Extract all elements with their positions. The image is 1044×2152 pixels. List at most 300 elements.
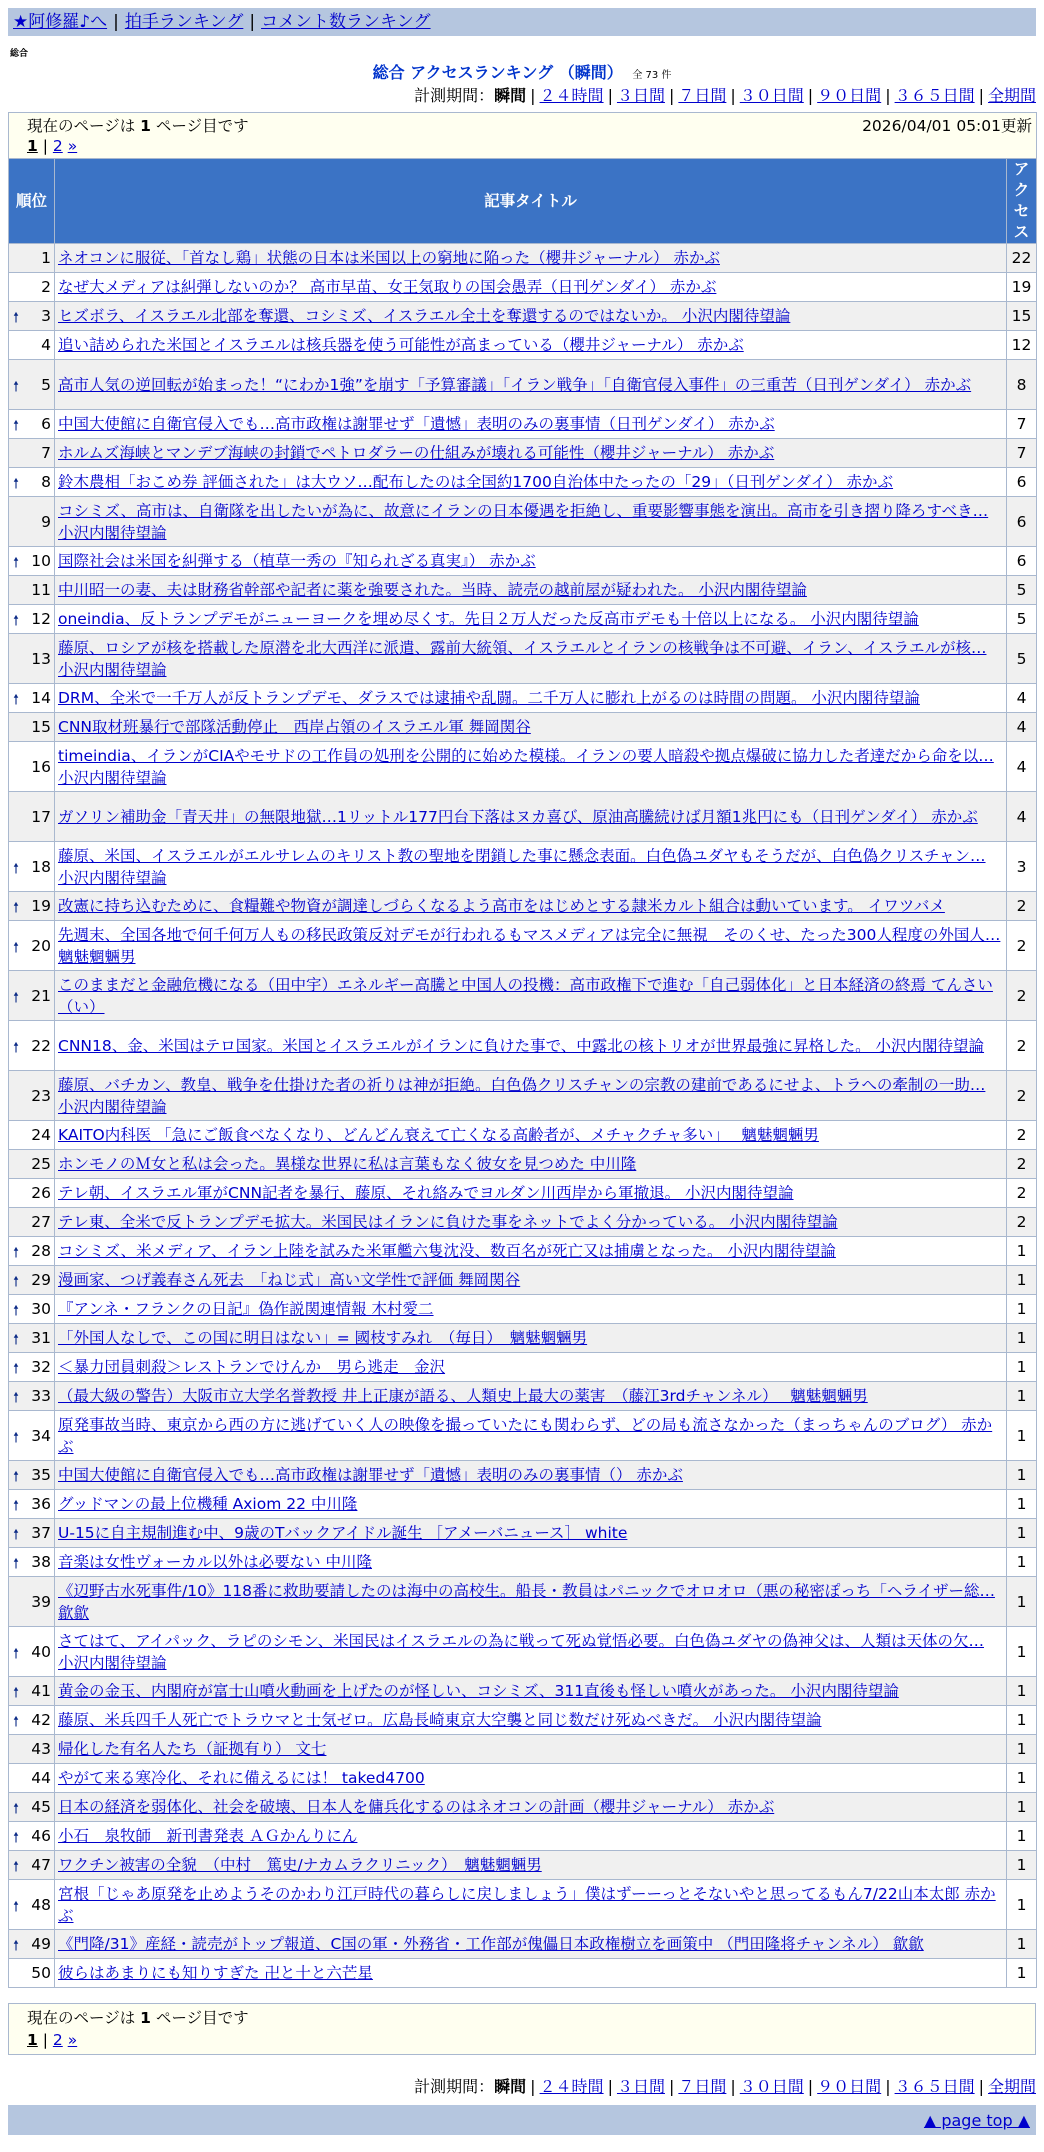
page-info-row [9, 113, 1037, 159]
rank-number: 21 [31, 986, 51, 1005]
page-title: 総合 アクセスランキング （瞬間） [372, 63, 623, 82]
article-link[interactable]: 日本の経済を弱体化、社会を破壊、日本人を傭兵化するのはネオコンの計画（櫻井ジャーナル） 赤かぶ [58, 1798, 775, 1816]
rank-up-arrow-icon: 🠕 [13, 692, 20, 708]
page-top-link[interactable]: ▲ page top ▲ [923, 2111, 1030, 2130]
rank-number: 43 [31, 1740, 51, 1758]
period-link-4-bottom[interactable]: ９０日間 [817, 2077, 882, 2096]
rank-up-arrow-icon: 🠕 [13, 613, 20, 629]
page-info [9, 113, 1037, 159]
access-count: 19 [1007, 273, 1037, 302]
article-link[interactable]: 中川昭一の妻、夫は財務省幹部や記者に薬を強要された。当時、読売の越前屋が疑われた。 小沢内閣待望論 [58, 581, 807, 599]
article-link[interactable]: （最大級の警告）大阪市立大学名誉教授 井上正康が語る、人類史上最大の薬害 （藤江3rdチャンネル） 魑魅魍魎男 [58, 1387, 868, 1405]
article-link[interactable]: ホンモノのＭ女と私は会った。異様な世界に私は言葉もなく彼女を見つめた 中川隆 [58, 1155, 637, 1173]
rank-number: 22 [31, 1036, 51, 1055]
table-row [9, 1490, 1037, 1519]
rank-number: 25 [31, 1155, 51, 1173]
article-link[interactable]: ホルムズ海峡とマンデブ海峡の封鎖でペトロダラーの仕組みが壊れる可能性（櫻井ジャーナル） 赤かぶ [58, 444, 775, 462]
article-link[interactable]: やがて来る寒冷化、それに備えるには！ taked4700 [58, 1769, 425, 1787]
table-row [9, 1071, 1037, 1121]
period-link-1-top[interactable]: ３日間 [616, 86, 665, 105]
period-separator: | [607, 86, 613, 105]
period-current: 瞬間 [494, 86, 527, 105]
title-cell [55, 1880, 1007, 1930]
rank-number: 14 [31, 689, 51, 707]
table-row [9, 1627, 1037, 1677]
article-link[interactable]: ヒズボラ、イスラエル北部を奪還、コシミズ、イスラエル全土を奪還するのではないか。 小沢内閣待望論 [58, 307, 791, 325]
access-count: 2 [1007, 1208, 1037, 1237]
access-count: 1 [1007, 1706, 1037, 1735]
period-link-0-bottom[interactable]: ２４時間 [539, 2077, 604, 2096]
title-cell [55, 1324, 1007, 1353]
access-count: 6 [1007, 497, 1037, 547]
rank-up-arrow-icon: 🠕 [13, 1274, 20, 1290]
rank-up-arrow-icon: 🠕 [13, 1898, 20, 1915]
rank-cell [9, 1461, 55, 1490]
table-row [9, 497, 1037, 547]
rank-cell [9, 1382, 55, 1411]
rank-number: 42 [31, 1711, 51, 1729]
table-row [9, 742, 1037, 792]
table-row [9, 1237, 1037, 1266]
rank-up-arrow-icon: 🠕 [13, 1714, 20, 1730]
rank-up-arrow-icon: 🠕 [13, 989, 20, 1006]
access-count: 2 [1007, 1021, 1037, 1071]
period-separator: | [978, 86, 984, 105]
rank-number: 7 [41, 444, 51, 462]
rank-cell [9, 605, 55, 634]
article-link[interactable]: テレ朝、イスラエル軍がCNN記者を暴行、藤原、それ絡みでヨルダン川西岸から軍撤退。 小沢内閣待望論 [58, 1184, 794, 1202]
access-count: 2 [1007, 1179, 1037, 1208]
access-count: 5 [1007, 605, 1037, 634]
table-row [9, 1461, 1037, 1490]
pager-page-2[interactable]: 2 [52, 137, 63, 155]
access-count: 1 [1007, 1930, 1037, 1959]
access-count: 1 [1007, 1577, 1037, 1627]
nav-separator: | [249, 12, 256, 32]
period-separator: | [530, 2077, 536, 2096]
rank-cell [9, 1822, 55, 1851]
access-count: 1 [1007, 1382, 1037, 1411]
access-count: 1 [1007, 1266, 1037, 1295]
title-cell [55, 1179, 1007, 1208]
page-info-prefix: 現在のページは [27, 117, 136, 135]
article-link[interactable]: コシミズ、高市は、自衛隊を出したいが為に、故意にイランの日本優遇を拒絶し、重要影響事態を演出。高市を引き摺り降ろすべき… 小沢内閣待望論 [58, 501, 989, 542]
access-count: 1 [1007, 1237, 1037, 1266]
access-count: 1 [1007, 1735, 1037, 1764]
title-cell [55, 742, 1007, 792]
rank-cell [9, 302, 55, 331]
rank-cell [9, 1295, 55, 1324]
title-cell [55, 1627, 1007, 1677]
pager-current-page[interactable]: 1 [27, 2031, 38, 2049]
title-cell [55, 1490, 1007, 1519]
rank-number: 29 [31, 1271, 51, 1289]
article-link[interactable]: 原発事故当時、東京から西の方に逃げていく人の映像を撮っていたにも関わらず、どの局も流さなかった（まっちゃんのブログ） 赤かぶ [58, 1415, 993, 1456]
rank-cell [9, 1764, 55, 1793]
article-link[interactable]: 音楽は女性ヴォーカル以外は必要ない 中川隆 [58, 1553, 372, 1571]
rank-number: 31 [31, 1329, 51, 1347]
table-row [9, 684, 1037, 713]
table-row [9, 331, 1037, 360]
table-row [9, 792, 1037, 842]
period-separator: | [730, 86, 736, 105]
table-row [9, 634, 1037, 684]
rank-number: 26 [31, 1184, 51, 1202]
title-cell [55, 360, 1007, 410]
rank-number: 49 [31, 1935, 51, 1953]
table-row [9, 1324, 1037, 1353]
period-separator: | [530, 86, 536, 105]
access-count: 6 [1007, 468, 1037, 497]
table-row [9, 1851, 1037, 1880]
rank-up-arrow-icon: 🠕 [13, 1245, 20, 1261]
article-link[interactable]: 中国大使館に自衛官侵入でも…高市政権は謝罪せず「遺憾」表明のみの裏事情（日刊ゲンダイ） 赤かぶ [58, 415, 775, 433]
title-cell [55, 1706, 1007, 1735]
title-cell [55, 971, 1007, 1021]
article-link[interactable]: 「外国人なしで、この国に明日はない」= 國枝すみれ （毎日） 魑魅魍魎男 [58, 1329, 588, 1347]
article-link[interactable]: ワクチン被害の全貌 （中村 篤史/ナカムラクリニック） 魑魅魍魎男 [58, 1856, 542, 1874]
table-row [9, 302, 1037, 331]
access-count: 2 [1007, 921, 1037, 971]
rank-cell [9, 1519, 55, 1548]
rank-cell [9, 1121, 55, 1150]
title-cell [55, 439, 1007, 468]
rank-up-arrow-icon: 🠕 [13, 1801, 20, 1817]
title-cell [55, 1021, 1007, 1071]
comment-ranking-link[interactable]: コメント数ランキング [261, 12, 431, 32]
pager-page-2[interactable]: 2 [52, 2031, 63, 2049]
access-count: 4 [1007, 742, 1037, 792]
rank-up-arrow-icon: 🠕 [13, 476, 20, 492]
rank-number: 16 [31, 757, 51, 776]
period-link-2-bottom[interactable]: ７日間 [678, 2077, 727, 2096]
access-count: 2 [1007, 1121, 1037, 1150]
rank-cell [9, 1577, 55, 1627]
pager-top: 1 | 2 » [27, 137, 78, 155]
article-link[interactable]: このままだと金融危機になる（田中宇）エネルギー高騰と中国人の投機：高市政権下で進む「自己弱体化」と日本経済の終焉 てんさい（い） [58, 975, 993, 1016]
article-link[interactable]: 藤原、バチカン、教皇、戦争を仕掛けた者の祈りは神が拒絶。白色偽クリスチャンの宗教の建前であるにせよ、トラへの牽制の一助… 小沢内閣待望論 [58, 1075, 986, 1116]
access-count: 1 [1007, 1822, 1037, 1851]
table-row [9, 1519, 1037, 1548]
article-link[interactable]: DRM、全米で一千万人が反トランプデモ、ダラスでは逮捕や乱闘。二千万人に膨れ上がるのは時間の問題。 小沢内閣待望論 [58, 689, 920, 707]
article-link[interactable]: U-15に自主規制進む中、9歳のTバックアイドル誕生 ［アメーバニュース］ white [58, 1524, 628, 1542]
access-count: 2 [1007, 1071, 1037, 1121]
rank-cell [9, 684, 55, 713]
article-link[interactable]: 《門降/31》産経・読売がトップ報道、C国の軍・外務省・工作部が傀儡日本政権樹立を画策中 （門田隆将チャンネル） 歙歙 [58, 1935, 924, 1953]
rank-number: 36 [31, 1495, 51, 1513]
rank-cell [9, 1071, 55, 1121]
footer-bar [8, 2105, 1036, 2135]
article-link[interactable]: 漫画家、つげ義春さん死去 「ねじ式」高い文学性で評価 舞岡関谷 [58, 1271, 521, 1289]
rank-number: 33 [31, 1387, 51, 1405]
article-link[interactable]: 藤原、米兵四千人死亡でトラウマと士気ゼロ。広島長崎東京大空襲と同じ数だけ死ぬべきだ。 小沢内閣待望論 [58, 1711, 822, 1729]
title-cell [55, 331, 1007, 360]
title-cell [55, 273, 1007, 302]
period-link-0-top[interactable]: ２４時間 [539, 86, 604, 105]
title-cell [55, 1461, 1007, 1490]
table-row [9, 360, 1037, 410]
table-row [9, 1295, 1037, 1324]
title-cell [55, 921, 1007, 971]
rank-number: 30 [31, 1300, 51, 1318]
rank-cell [9, 892, 55, 921]
rank-cell [9, 468, 55, 497]
rank-up-arrow-icon: 🠕 [13, 1527, 20, 1543]
article-link[interactable]: 改憲に持ち込むために、食糧難や物資が調達しづらくなるよう高市をはじめとする隷米カルト組合は動いています。 イワツバメ [58, 897, 945, 915]
access-count: 1 [1007, 1324, 1037, 1353]
article-link[interactable]: テレ東、全米で反トランプデモ拡大。米国民はイランに負けた事をネットでよく分かっている。 小沢内閣待望論 [58, 1213, 838, 1231]
pager-next[interactable]: » [67, 2031, 78, 2049]
period-link-3-bottom[interactable]: ３０日間 [739, 2077, 804, 2096]
title-cell [55, 1548, 1007, 1577]
title-cell [55, 1071, 1007, 1121]
table-row [9, 1880, 1037, 1930]
access-count: 3 [1007, 842, 1037, 892]
rank-number: 38 [31, 1553, 51, 1571]
article-link[interactable]: ネオコンに服従、「首なし鶏」状態の日本は米国以上の窮地に陥った（櫻井ジャーナル） 赤かぶ [58, 249, 720, 267]
access-count: 2 [1007, 1150, 1037, 1179]
table-row [9, 842, 1037, 892]
rank-number: 27 [31, 1213, 51, 1231]
access-count: 5 [1007, 634, 1037, 684]
rank-cell [9, 1021, 55, 1071]
page-info-prefix: 現在のページは [27, 2009, 136, 2027]
rank-cell [9, 1627, 55, 1677]
rank-up-arrow-icon: 🠕 [13, 1332, 20, 1348]
table-row [9, 1764, 1037, 1793]
title-cell [55, 497, 1007, 547]
title-cell [55, 1793, 1007, 1822]
article-link[interactable]: グッドマンの最上位機種 Axiom 22 中川隆 [58, 1495, 358, 1513]
current-page-number: 1 [140, 2009, 151, 2027]
access-count: 1 [1007, 1793, 1037, 1822]
rank-number: 1 [41, 249, 51, 267]
total-count: 全 73 件 [632, 70, 672, 81]
rank-number: 24 [31, 1126, 51, 1144]
period-current: 瞬間 [494, 2077, 527, 2096]
rank-cell [9, 1150, 55, 1179]
access-count: 4 [1007, 684, 1037, 713]
article-link[interactable]: 国際社会は米国を糾弾する（植草一秀の『知られざる真実』） 赤かぶ [58, 552, 536, 570]
period-separator: | [885, 2077, 891, 2096]
title-cell [55, 1930, 1007, 1959]
access-count: 1 [1007, 1764, 1037, 1793]
article-link[interactable]: 彼らはあまりにも知りすぎた 卍と十と六芒星 [58, 1964, 373, 1982]
rank-cell [9, 1208, 55, 1237]
article-link[interactable]: 小石 泉牧師 新刊書発表 ＡＧかんりにん [58, 1827, 358, 1845]
table-row [9, 971, 1037, 1021]
title-column-header: 記事タイトル [55, 159, 1007, 244]
table-row [9, 547, 1037, 576]
article-link[interactable]: 黄金の金玉、内閣府が富士山噴火動画を上げたのが怪しい、コシミズ、311直後も怪しい噴火があった。 小沢内閣待望論 [58, 1682, 899, 1700]
access-count: 1 [1007, 1411, 1037, 1461]
period-link-5-top[interactable]: ３６５日間 [894, 86, 975, 105]
rank-cell [9, 410, 55, 439]
rank-cell [9, 713, 55, 742]
table-row [9, 576, 1037, 605]
title-cell [55, 1677, 1007, 1706]
title-cell [55, 1121, 1007, 1150]
access-count: 1 [1007, 1519, 1037, 1548]
title-cell [55, 547, 1007, 576]
table-header [9, 159, 1037, 244]
rank-up-arrow-icon: 🠕 [13, 1830, 20, 1846]
access-count: 4 [1007, 792, 1037, 842]
access-count: 12 [1007, 331, 1037, 360]
rank-number: 10 [31, 552, 51, 570]
article-link[interactable]: KAITO内科医 「急にご飯食べなくなり、どんどん衰えて亡くなる高齢者が、メチャクチャ多い」 魑魅魍魎男 [58, 1126, 819, 1144]
access-count: 1 [1007, 1959, 1037, 1988]
access-count: 4 [1007, 713, 1037, 742]
table-row [9, 1735, 1037, 1764]
rank-cell [9, 1237, 55, 1266]
title-cell [55, 892, 1007, 921]
table-row [9, 1121, 1037, 1150]
article-link[interactable]: timeindia、イランがCIAやモサドの工作員の処刑を公開的に始めた模様。イランの要人暗殺や拠点爆破に協力した者達だから命を以… 小沢内閣待望論 [58, 746, 994, 787]
rank-number: 6 [41, 415, 51, 433]
rank-number: 37 [31, 1524, 51, 1542]
rank-number: 20 [31, 936, 51, 955]
pager-current-page[interactable]: 1 [27, 137, 38, 155]
period-link-1-bottom[interactable]: ３日間 [616, 2077, 665, 2096]
title-cell [55, 1208, 1007, 1237]
article-link[interactable]: 帰化した有名人たち（証拠有り） 文七 [58, 1740, 327, 1758]
pager-next[interactable]: » [67, 137, 78, 155]
period-link-6-top[interactable]: 全期間 [987, 86, 1036, 105]
page-info-bottom [8, 2003, 1036, 2055]
rank-cell [9, 921, 55, 971]
table-row [9, 1677, 1037, 1706]
rank-up-arrow-icon: 🠕 [13, 1390, 20, 1406]
rank-number: 13 [31, 649, 51, 668]
rank-number: 34 [31, 1426, 51, 1445]
access-count: 7 [1007, 439, 1037, 468]
rank-up-arrow-icon: 🠕 [13, 900, 20, 916]
access-count: 1 [1007, 1295, 1037, 1324]
rank-number: 46 [31, 1827, 51, 1845]
article-link[interactable]: 藤原、ロシアが核を搭載した原潜を北大西洋に派遣、露前大統領、イスラエルとイランの核戦争は不可避、イラン、イスラエルが核… 小沢内閣待望論 [58, 638, 987, 679]
period-label: 計測期間： [414, 86, 495, 105]
table-row [9, 1208, 1037, 1237]
period-link-2-top[interactable]: ７日間 [678, 86, 727, 105]
title-cell [55, 1822, 1007, 1851]
rank-cell [9, 1179, 55, 1208]
table-row [9, 1179, 1037, 1208]
article-link[interactable]: ＜暴力団員刺殺＞レストランでけんか 男ら逃走 金沢 [58, 1358, 446, 1376]
article-link[interactable]: CNN取材班暴行で部隊活動停止 西岸占領のイスラエル軍 舞岡関谷 [58, 718, 531, 736]
rank-cell [9, 1266, 55, 1295]
title-cell [55, 792, 1007, 842]
rank-number: 17 [31, 807, 51, 826]
rank-cell [9, 360, 55, 410]
page-info-suffix: ページ目です [155, 117, 249, 135]
rank-cell [9, 1930, 55, 1959]
rank-up-arrow-icon: 🠕 [13, 1361, 20, 1377]
page-title-line [0, 60, 1044, 83]
table-row [9, 892, 1037, 921]
rank-cell [9, 971, 55, 1021]
period-link-3-top[interactable]: ３０日間 [739, 86, 804, 105]
rank-number: 8 [41, 473, 51, 491]
rank-number: 15 [31, 718, 51, 736]
article-link[interactable]: 鈴木農相「おこめ券 評価された」は大ウソ…配布したのは全国約1700自治体中たったの「29」（日刊ゲンダイ） 赤かぶ [58, 473, 894, 491]
rank-cell [9, 1959, 55, 1988]
rank-number: 40 [31, 1642, 51, 1661]
rank-up-arrow-icon: 🠕 [13, 1429, 20, 1446]
rank-cell [9, 1793, 55, 1822]
article-link[interactable]: 藤原、米国、イスラエルがエルサレムのキリスト教の聖地を閉鎖した事に懸念表面。白色偽ユダヤもそうだが、白色偽クリスチャン… 小沢内閣待望論 [58, 846, 986, 887]
title-cell [55, 1237, 1007, 1266]
title-cell [55, 605, 1007, 634]
period-separator: | [885, 86, 891, 105]
period-link-6-bottom[interactable]: 全期間 [987, 2077, 1036, 2096]
period-selector-bottom [414, 2077, 1036, 2097]
article-link[interactable]: 追い詰められた米国とイスラエルは核兵器を使う可能性が高まっている（櫻井ジャーナル） 赤かぶ [58, 336, 744, 354]
rank-number: 35 [31, 1466, 51, 1484]
rank-number: 12 [31, 610, 51, 628]
ranking-rows [9, 244, 1037, 1988]
title-cell [55, 1959, 1007, 1988]
rank-number: 45 [31, 1798, 51, 1816]
rank-up-arrow-icon: 🠕 [13, 939, 20, 956]
article-link[interactable]: CNN18、金、米国はテロ国家。米国とイスラエルがイランに負けた事で、中露北の核トリオが世界最強に昇格した。 小沢内閣待望論 [58, 1036, 985, 1055]
period-label: 計測期間： [414, 2077, 495, 2096]
rank-up-arrow-icon: 🠕 [13, 1498, 20, 1514]
article-link[interactable]: 『アンネ・フランクの日記』偽作説関連情報 木村愛二 [58, 1300, 434, 1318]
rank-up-arrow-icon: 🠕 [13, 1645, 20, 1662]
rank-cell [9, 1706, 55, 1735]
article-link[interactable]: コシミズ、米メディア、イラン上陸を試みた米軍艦六隻沈没、数百名が死亡又は捕虜となった。 小沢内閣待望論 [58, 1242, 836, 1260]
title-cell [55, 1851, 1007, 1880]
access-count: 6 [1007, 547, 1037, 576]
title-cell [55, 1353, 1007, 1382]
table-row [9, 1266, 1037, 1295]
title-cell [55, 244, 1007, 273]
table-row [9, 1548, 1037, 1577]
nav-separator: | [113, 12, 119, 32]
access-column-header: アクセス [1007, 159, 1037, 244]
rank-number: 5 [41, 375, 51, 394]
article-link[interactable]: 《辺野古水死事件/10》118番に救助要請したのは海中の高校生。船長・教員はパニックでオロオロ（悪の秘密ぽっち「ヘライザー総… 歙歙 [58, 1581, 995, 1622]
period-separator: | [730, 2077, 736, 2096]
article-link[interactable]: oneindia、反トランプデモがニューヨークを埋め尽くす。先日２万人だった反高市デモも十倍以上になる。 小沢内閣待望論 [58, 610, 919, 628]
rank-cell [9, 634, 55, 684]
article-link[interactable]: 中国大使館に自衛官侵入でも…高市政権は謝罪せず「遺憾」表明のみの裏事情（） 赤かぶ [58, 1466, 683, 1484]
title-cell [55, 1735, 1007, 1764]
title-cell [55, 713, 1007, 742]
title-cell [55, 1295, 1007, 1324]
rank-up-arrow-icon: 🠕 [13, 1938, 20, 1954]
home-link[interactable]: ★阿修羅♪へ [13, 12, 108, 32]
period-separator: | [978, 2077, 984, 2096]
period-link-5-bottom[interactable]: ３６５日間 [894, 2077, 975, 2096]
article-link[interactable]: さてはて、アイパック、ラピのシモン、米国民はイスラエルの為に戦って死ぬ覚悟必要。白色偽ユダヤの偽神父は、人類は天体の欠… 小沢内閣待望論 [58, 1631, 984, 1672]
article-link[interactable]: ガソリン補助金「青天井」の無限地獄…1リットル177円台下落はヌカ喜び、原油高騰続けば月額1兆円にも（日刊ゲンダイ） 赤かぶ [58, 807, 978, 826]
article-link[interactable]: 先週末、全国各地で何千何万人もの移民政策反対デモが行われるもマスメディアは完全に無視 そのくせ、たった300人程度の外国人… 魑魅魍魎男 [58, 925, 1001, 966]
rank-cell [9, 842, 55, 892]
rank-column-header: 順位 [9, 159, 55, 244]
access-count: 2 [1007, 892, 1037, 921]
access-count: 7 [1007, 410, 1037, 439]
table-row [9, 1382, 1037, 1411]
article-link[interactable]: 宮根「じゃあ原発を止めようそのかわり江戸時代の暮らしに戻しましょう」僕はずーーっとそないやと思ってるもん7/22山本太郎 赤かぶ [58, 1884, 996, 1925]
article-link[interactable]: なぜ大メディアは糾弾しないのか？ 高市早苗、女王気取りの国会愚弄（日刊ゲンダイ） 赤かぶ [58, 278, 717, 296]
access-count: 1 [1007, 1490, 1037, 1519]
article-link[interactable]: 高市人気の逆回転が始まった！“にわか1強”を崩す「予算審議」「イラン戦争」「自衛官侵入事件」の三重苦（日刊ゲンダイ） 赤かぶ [58, 375, 972, 394]
clap-ranking-link[interactable]: 拍手ランキング [124, 12, 244, 32]
period-separator: | [668, 86, 675, 105]
period-link-4-top[interactable]: ９０日間 [817, 86, 882, 105]
